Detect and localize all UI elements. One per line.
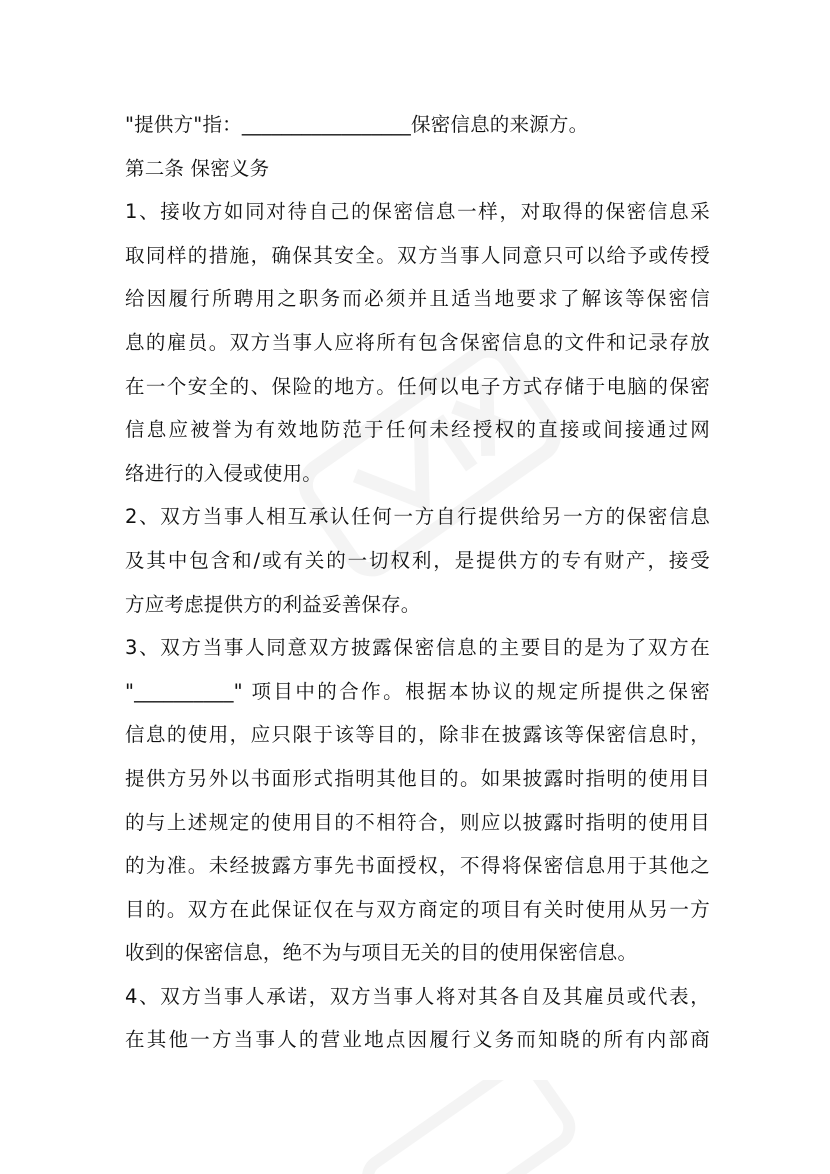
text-line: 4、双方当事人承诺，双方当事人将对其各自及其雇员或代表， — [125, 984, 710, 1008]
text-line: 3、双方当事人同意双方披露保密信息的主要目的是为了双方在 — [125, 636, 710, 660]
clause-3 — [125, 626, 710, 975]
text-line: 的与上述规定的使用目的不相符合，则应以披露时指明的使用目 — [125, 810, 710, 834]
watermark-logo-icon — [330, 1080, 590, 1174]
text-line: 方应考虑提供方的利益妥善保存。 — [125, 592, 421, 616]
text-line: 信息应被誉为有效地防范于任何未经授权的直接或间接通过网 — [125, 418, 710, 442]
text-line: 收到的保密信息，绝不为与项目无关的目的使用保密信息。 — [125, 941, 638, 965]
text-line: 的为准。未经披露方事先书面授权，不得将保密信息用于其他之 — [125, 854, 710, 878]
text-line: 取同样的措施，确保其安全。双方当事人同意只可以给予或传授 — [125, 243, 710, 267]
text-line: 2、双方当事人相互承认任何一方自行提供给另一方的保密信息 — [125, 505, 710, 529]
text-line: 在其他一方当事人的营业地点因履行义务而知晓的所有内部商 — [125, 1028, 710, 1052]
section-title: 第二条 保密义务 — [125, 156, 270, 180]
text-line: 息的雇员。双方当事人应将所有包含保密信息的文件和记录存放 — [125, 330, 710, 354]
text-line: "__________" 项目中的合作。根据本协议的规定所提供之保密 — [125, 679, 710, 703]
text-line: 目的。双方在此保证仅在与双方商定的项目有关时使用从另一方 — [125, 897, 710, 921]
text-line: "提供方"指：_________________保密信息的来源方。 — [125, 113, 589, 136]
section-heading — [125, 147, 710, 191]
clause-2 — [125, 495, 710, 626]
text-line: 及其中包含和/或有关的一切权利，是提供方的专有财产，接受 — [125, 548, 710, 572]
document-body — [125, 103, 710, 1062]
text-line: 1、接收方如同对待自己的保密信息一样，对取得的保密信息采 — [125, 200, 710, 224]
definition-provider — [125, 103, 710, 147]
text-line: 提供方另外以书面形式指明其他目的。如果披露时指明的使用目 — [125, 766, 710, 790]
text-line: 给因履行所聘用之职务而必须并且适当地要求了解该等保密信 — [125, 287, 710, 311]
text-line: 络进行的入侵或使用。 — [125, 461, 323, 485]
clause-1 — [125, 190, 710, 495]
clause-4 — [125, 975, 710, 1062]
text-line: 信息的使用，应只限于该等目的，除非在披露该等保密信息时， — [125, 723, 710, 747]
text-line: 在一个安全的、保险的地方。任何以电子方式存储于电脑的保密 — [125, 374, 710, 398]
